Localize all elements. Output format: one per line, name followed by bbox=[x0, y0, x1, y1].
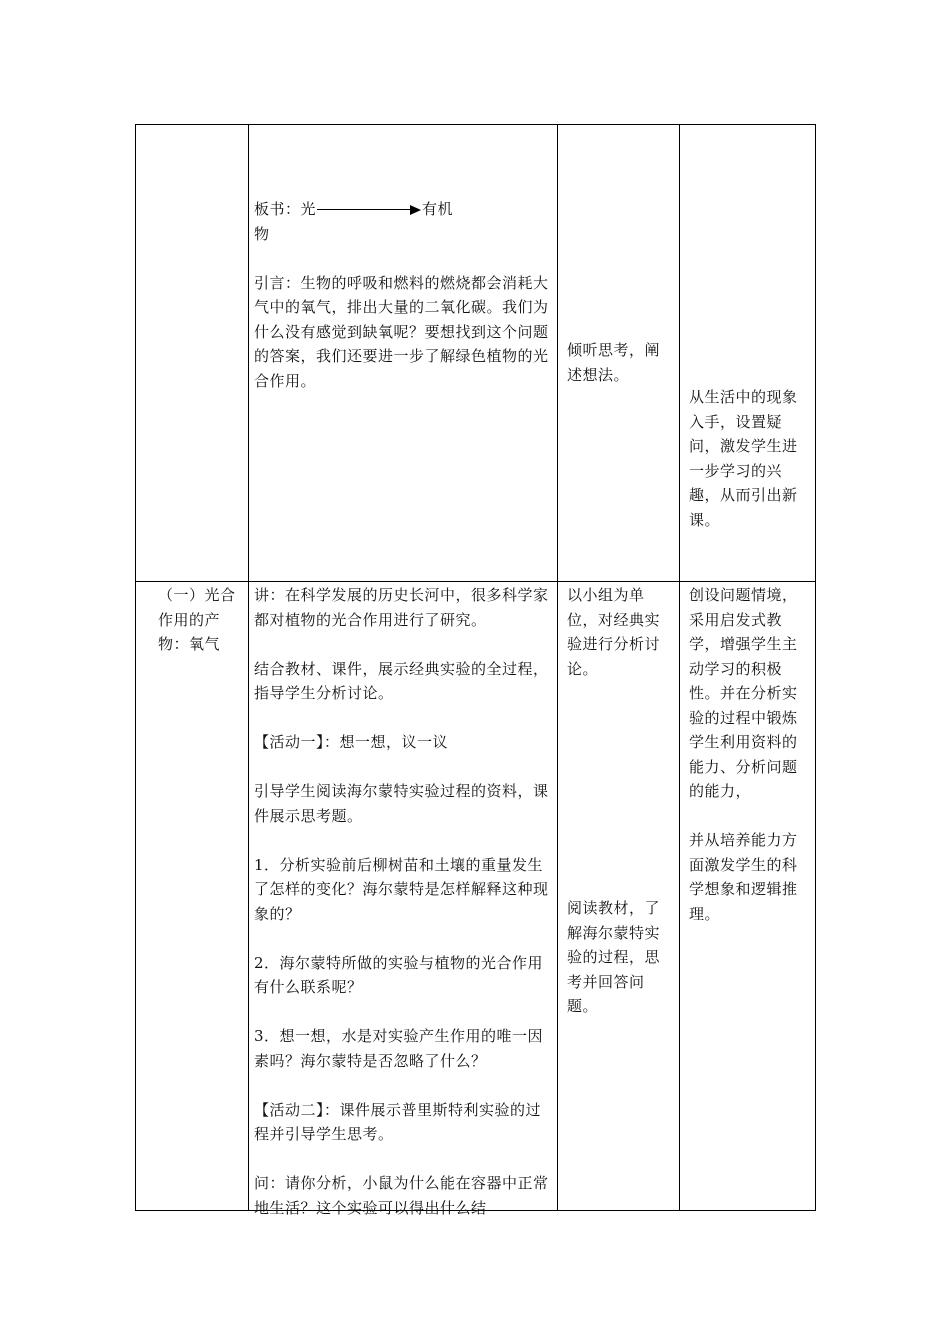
student-activity-group: 以小组为单位，对经典实验进行分析讨论。 bbox=[567, 586, 661, 678]
teacher-guidance: 结合教材、课件，展示经典实验的全过程，指导学生分析讨论。 bbox=[254, 659, 549, 702]
row2-student-cell-b bbox=[567, 896, 673, 1019]
activity-two-title: 【活动二】：课件展示普里斯特利实验的过程并引导学生思考。 bbox=[254, 1100, 542, 1143]
row2-teacher-cell bbox=[254, 583, 551, 1220]
question-1: 1．分析实验前后柳树苗和土壤的重量发生了怎样的变化？海尔蒙特是怎样解释这种现象的？ bbox=[254, 855, 549, 923]
column-divider bbox=[679, 125, 680, 1210]
arrow-icon bbox=[317, 205, 421, 215]
board-writing: 板书：光 有机 bbox=[254, 200, 454, 218]
design-intent-a: 创设问题情境，采用启发式教学，增强学生主动学习的积极性。并在分析实验的过程中锻炼学生利用资料的能力、分析问题的能力， bbox=[689, 586, 798, 800]
student-activity-reading: 阅读教材，了解海尔蒙特实验的过程，思考并回答问题。 bbox=[567, 899, 661, 1015]
row2-topic-cell bbox=[158, 583, 242, 657]
row1-teacher-cell bbox=[254, 197, 551, 393]
teacher-talk: 讲：在科学发展的历史长河中，很多科学家都对植物的光合作用进行了研究。 bbox=[254, 586, 549, 629]
row2-student-cell-a bbox=[567, 583, 673, 681]
row1-student-cell bbox=[567, 338, 671, 387]
column-divider bbox=[557, 125, 558, 1210]
lesson-topic: （一）光合作用的产物：氧气 bbox=[158, 586, 236, 653]
question-2: 2．海尔蒙特所做的实验与植物的光合作用有什么联系呢？ bbox=[254, 953, 544, 996]
board-writing-continued: 物 bbox=[254, 224, 270, 243]
design-intent-b: 并从培养能力方面激发学生的科学想象和逻辑推理。 bbox=[689, 831, 798, 923]
row2-intent-cell bbox=[689, 583, 811, 926]
student-activity: 倾听思考，阐述想法。 bbox=[567, 341, 661, 384]
row1-intent-cell bbox=[689, 385, 811, 532]
activity-one-title: 【活动一】：想一想，议一议 bbox=[254, 733, 449, 751]
design-intent: 从生活中的现象入手，设置疑问，激发学生进一步学习的兴趣，从而引出新课。 bbox=[689, 388, 798, 529]
column-divider bbox=[248, 125, 249, 1210]
question-3: 3．想一想，水是对实验产生作用的唯一因素吗？海尔蒙特是否忽略了什么？ bbox=[254, 1027, 544, 1070]
intro-text: 引言：生物的呼吸和燃料的燃烧都会消耗大气中的氧气，排出大量的二氧化碳。我们为什么没有感觉到缺氧呢？要想找到这个问题的答案，我们还要进一步了解绿色植物的光合作用。 bbox=[254, 273, 549, 390]
reading-guidance: 引导学生阅读海尔蒙特实验过程的资料，课件展示思考题。 bbox=[254, 782, 549, 825]
mouse-question: 问：请你分析，小鼠为什么能在容器中正常地生活？这个实验可以得出什么结 bbox=[254, 1174, 549, 1217]
row-divider bbox=[136, 581, 815, 582]
lesson-plan-table bbox=[135, 124, 816, 1217]
